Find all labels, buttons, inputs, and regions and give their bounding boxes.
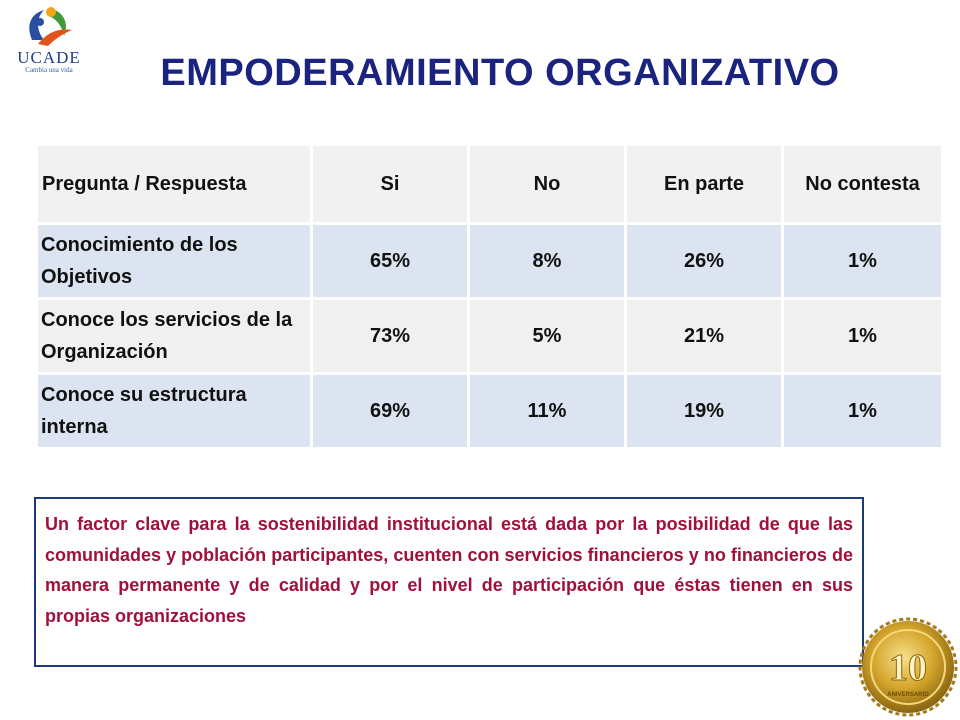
badge-number: 10 bbox=[889, 647, 927, 689]
cell-en-parte: 19% bbox=[627, 375, 781, 447]
cell-no-contesta: 1% bbox=[784, 225, 941, 297]
logo-tagline: Cambia una vida bbox=[25, 66, 73, 74]
header-en-parte: En parte bbox=[627, 146, 781, 222]
results-table bbox=[35, 143, 944, 450]
cell-si: 65% bbox=[313, 225, 467, 297]
header-pregunta: Pregunta / Respuesta bbox=[38, 146, 310, 222]
table-row bbox=[38, 375, 941, 447]
logo-text: UCADE bbox=[17, 48, 81, 67]
cell-no: 8% bbox=[470, 225, 624, 297]
cell-en-parte: 26% bbox=[627, 225, 781, 297]
header-no: No bbox=[470, 146, 624, 222]
row-question: Conoce los servicios de la Organización bbox=[38, 300, 310, 372]
cell-no-contesta: 1% bbox=[784, 375, 941, 447]
row-question: Conocimiento de los Objetivos bbox=[38, 225, 310, 297]
table-row bbox=[38, 300, 941, 372]
ucade-emblem-icon bbox=[18, 2, 80, 48]
header-si: Si bbox=[313, 146, 467, 222]
row-question: Conoce su estructura interna bbox=[38, 375, 310, 447]
cell-si: 73% bbox=[313, 300, 467, 372]
header-no-contesta: No contesta bbox=[784, 146, 941, 222]
anniversary-badge-icon bbox=[856, 614, 960, 720]
cell-no-contesta: 1% bbox=[784, 300, 941, 372]
page-title: EMPODERAMIENTO ORGANIZATIVO bbox=[160, 52, 840, 94]
cell-si: 69% bbox=[313, 375, 467, 447]
table-row bbox=[38, 225, 941, 297]
cell-no: 5% bbox=[470, 300, 624, 372]
cell-no: 11% bbox=[470, 375, 624, 447]
cell-en-parte: 21% bbox=[627, 300, 781, 372]
badge-label: ANIVERSARIO bbox=[887, 692, 929, 698]
conclusion-note: Un factor clave para la sostenibilidad institucional está dada por la posibilidad de que las comunidades y población participantes, cuenten con servicios financieros y no financieros de manera permanente y de calidad y por el nivel de participación que éstas tienen en sus propias organizaciones bbox=[34, 497, 864, 667]
table-header-row bbox=[38, 146, 941, 222]
